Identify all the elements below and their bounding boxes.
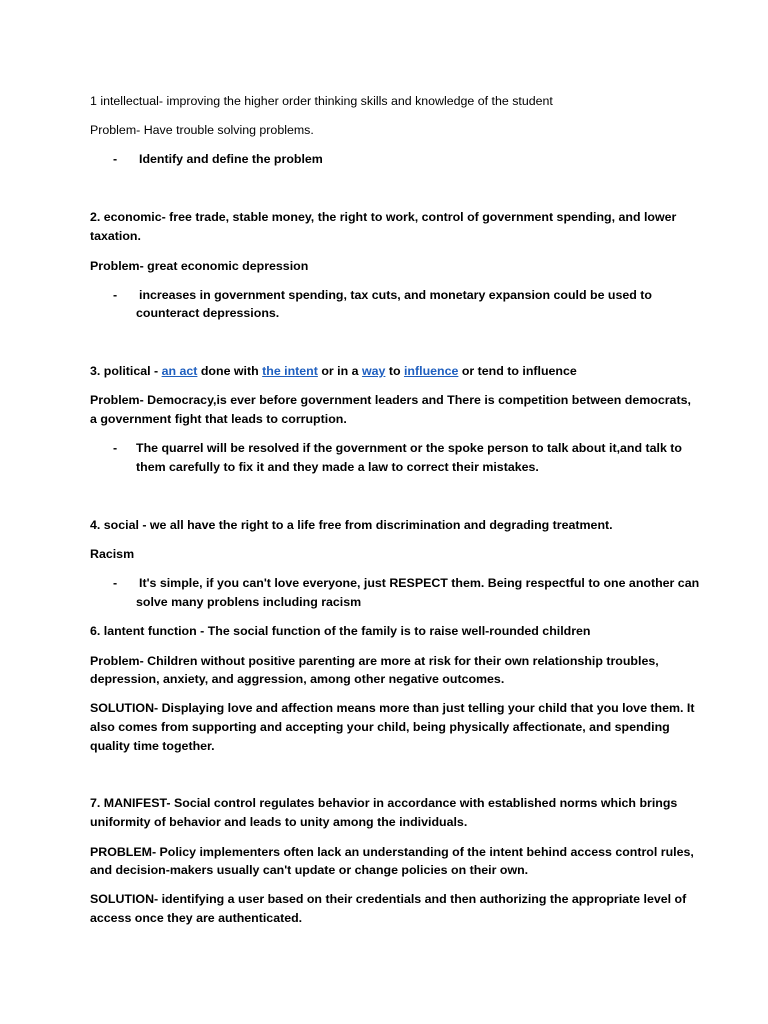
section-2-problem: Problem- great economic depression [90,259,309,273]
section-3-text-3: to [385,364,404,378]
section-6-solution-line-2: also comes from supporting and accepting your child, being physically affectionate, and spending [90,720,670,734]
section-7-solution-line-1: SOLUTION- identifying a user based on their credentials and then authorizing the appropriate level of [90,892,687,906]
section-6-solution-line-1: SOLUTION- Displaying love and affection means more than just telling your child that you love them. It [90,701,695,715]
section-3-text-4: or tend to influence [458,364,577,378]
bullet-dash: - [113,152,118,166]
section-3-problem-line-2: a government fight that leads to corruption. [90,412,347,426]
section-6-problem-line-1: Problem- Children without positive parenting are more at risk for their own relationship troubles, [90,654,659,668]
section-2-heading-line-2: taxation. [90,229,141,243]
section-1-problem: Problem- Have trouble solving problems. [90,123,314,137]
section-4-label: Racism [90,547,135,561]
section-7-heading-line-1: 7. MANIFEST- Social control regulates behavior in accordance with established norms which brings [90,796,678,810]
section-3-heading [90,362,577,381]
section-6-heading: 6. lantent function - The social function of the family is to raise well-rounded children [90,624,591,638]
section-2-bullet-line-1: increases in government spending, tax cuts, and monetary expansion could be used to [139,288,652,302]
bullet-dash: - [113,441,118,455]
bullet-dash: - [113,576,118,590]
section-7-heading-line-2: uniformity of behavior and leads to unity among the individuals. [90,815,468,829]
section-3-prefix: 3. political - [90,364,162,378]
section-1-bullet: Identify and define the problem [139,152,323,166]
section-3-text-1: done with [197,364,263,378]
section-3-bullet-line-2: them carefully to fix it and they made a law to correct their mistakes. [136,460,539,474]
section-7-problem-line-2: and decision-makers usually can't update or change policies on their own. [90,863,529,877]
section-3-bullet-line-1: The quarrel will be resolved if the government or the spoke person to talk about it,and talk to [136,441,682,455]
section-2-heading-line-1: 2. economic- free trade, stable money, the right to work, control of government spending, and lower [90,210,677,224]
section-3-problem-line-1: Problem- Democracy,is ever before government leaders and There is competition between democrats, [90,393,691,407]
section-7-solution-line-2: access once they are authenticated. [90,911,303,925]
section-4-heading: 4. social - we all have the right to a life free from discrimination and degrading treatment. [90,518,613,532]
section-6-problem-line-2: depression, anxiety, and aggression, among other negative outcomes. [90,672,505,686]
link-way[interactable]: way [361,364,386,378]
bullet-dash: - [113,288,118,302]
section-2-bullet-line-2: counteract depressions. [136,306,280,320]
section-4-bullet-line-1: It's simple, if you can't love everyone, just RESPECT them. Being respectful to one another can [139,576,700,590]
section-7-problem-line-1: PROBLEM- Policy implementers often lack an understanding of the intent behind access control rules, [90,845,694,859]
link-the-intent[interactable]: the intent [262,364,318,378]
link-an-act[interactable]: an act [161,364,198,378]
section-1-heading: 1 intellectual- improving the higher order thinking skills and knowledge of the student [90,94,553,108]
link-influence[interactable]: influence [403,364,459,378]
section-6-solution-line-3: quality time together. [90,739,215,753]
section-3-text-2: or in a [317,364,362,378]
section-4-bullet-line-2: solve many problens including racism [136,595,362,609]
